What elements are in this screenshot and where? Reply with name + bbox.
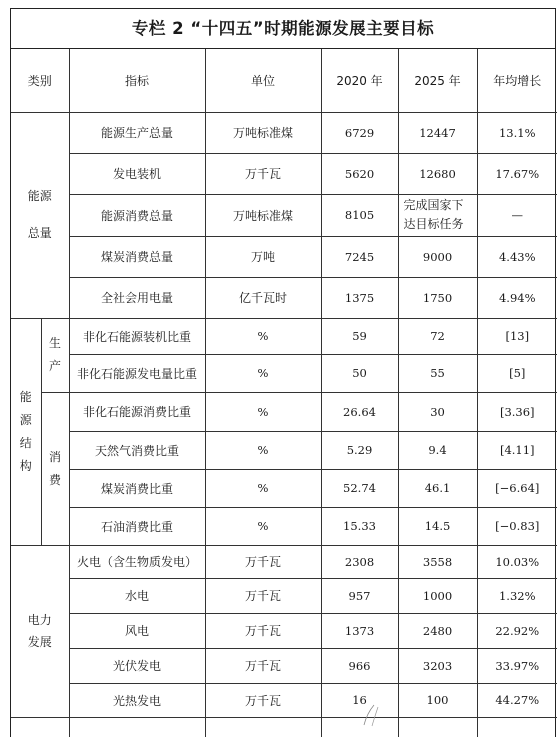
cell-growth: 33.97% bbox=[477, 648, 557, 683]
cell-2020: 50 bbox=[321, 354, 398, 392]
cell-2020: 6729 bbox=[321, 112, 398, 153]
cell-indicator: 非化石能源装机比重 bbox=[69, 318, 205, 354]
group-label-energy-total: 能源 总量 bbox=[11, 112, 69, 318]
cell-unit: % bbox=[205, 507, 321, 545]
table-row-partial bbox=[11, 717, 557, 737]
cell-growth: 44.27% bbox=[477, 683, 557, 717]
targets-table bbox=[11, 49, 557, 737]
cell-indicator: 火电（含生物质发电） bbox=[69, 545, 205, 578]
cell-2025: 2480 bbox=[398, 613, 477, 648]
cell-unit: % bbox=[205, 469, 321, 507]
cell-growth: [−0.83] bbox=[477, 507, 557, 545]
cell-2020: 7245 bbox=[321, 236, 398, 277]
cell-growth: [−6.64] bbox=[477, 469, 557, 507]
cell-indicator: 煤炭消费总量 bbox=[69, 236, 205, 277]
table-row bbox=[11, 545, 557, 578]
cell-2020: 52.74 bbox=[321, 469, 398, 507]
cell-2020: 1375 bbox=[321, 277, 398, 318]
table-row bbox=[11, 392, 557, 431]
cell-indicator: 光热发电 bbox=[69, 683, 205, 717]
cell-2025: 72 bbox=[398, 318, 477, 354]
table-row bbox=[11, 648, 557, 683]
group-label-power-development: 电力 发展 bbox=[11, 545, 69, 717]
cell-2025: 3203 bbox=[398, 648, 477, 683]
table-row bbox=[11, 431, 557, 469]
cell-2020: 966 bbox=[321, 648, 398, 683]
cell-unit: % bbox=[205, 318, 321, 354]
cell-unit: 亿千瓦时 bbox=[205, 277, 321, 318]
table-header-row bbox=[11, 49, 557, 112]
table-row bbox=[11, 112, 557, 153]
cell-unit: % bbox=[205, 354, 321, 392]
table-row bbox=[11, 277, 557, 318]
cell-2025: 14.5 bbox=[398, 507, 477, 545]
cell-unit: % bbox=[205, 431, 321, 469]
group-label-energy-structure: 能 源 结 构 bbox=[11, 318, 41, 545]
cell-growth: [4.11] bbox=[477, 431, 557, 469]
cell-2020: 1373 bbox=[321, 613, 398, 648]
cell-2025: 12447 bbox=[398, 112, 477, 153]
cell-2020: 5620 bbox=[321, 153, 398, 194]
cell-2025: 30 bbox=[398, 392, 477, 431]
table-row bbox=[11, 507, 557, 545]
table-row bbox=[11, 153, 557, 194]
page-title: 专栏 2 “十四五”时期能源发展主要目标 bbox=[11, 9, 555, 49]
header-category: 类别 bbox=[11, 49, 69, 112]
cell-2020: 16 bbox=[321, 683, 398, 717]
table-row bbox=[11, 683, 557, 717]
cell-2025: 9000 bbox=[398, 236, 477, 277]
subgroup-label-production: 生 产 bbox=[41, 318, 69, 392]
cell-indicator: 非化石能源发电量比重 bbox=[69, 354, 205, 392]
cell-indicator: 全社会用电量 bbox=[69, 277, 205, 318]
cell-growth: 1.32% bbox=[477, 578, 557, 613]
cell-indicator: 天然气消费比重 bbox=[69, 431, 205, 469]
cell-2025: 1750 bbox=[398, 277, 477, 318]
header-unit: 单位 bbox=[205, 49, 321, 112]
cell-2020: 2308 bbox=[321, 545, 398, 578]
table-row bbox=[11, 354, 557, 392]
cell-2025: 1000 bbox=[398, 578, 477, 613]
cell-2020: 957 bbox=[321, 578, 398, 613]
cell-unit: 万千瓦 bbox=[205, 153, 321, 194]
cell-unit: % bbox=[205, 392, 321, 431]
cell-indicator: 风电 bbox=[69, 613, 205, 648]
cell-unit: 万千瓦 bbox=[205, 648, 321, 683]
cell-2025: 12680 bbox=[398, 153, 477, 194]
cell-indicator: 光伏发电 bbox=[69, 648, 205, 683]
table-row bbox=[11, 578, 557, 613]
target-table-document bbox=[10, 8, 556, 737]
cell-2025: 46.1 bbox=[398, 469, 477, 507]
subgroup-label-consumption: 消 费 bbox=[41, 392, 69, 545]
cell-2025: 9.4 bbox=[398, 431, 477, 469]
cell-growth: [5] bbox=[477, 354, 557, 392]
cell-indicator: 非化石能源消费比重 bbox=[69, 392, 205, 431]
cell-2020: 15.33 bbox=[321, 507, 398, 545]
cell-unit: 万吨标准煤 bbox=[205, 112, 321, 153]
cell-growth: 22.92% bbox=[477, 613, 557, 648]
cell-unit: 万千瓦 bbox=[205, 683, 321, 717]
cell-growth: 4.43% bbox=[477, 236, 557, 277]
pen-mark-icon bbox=[360, 703, 382, 727]
cell-unit: 万吨 bbox=[205, 236, 321, 277]
cell-indicator: 发电装机 bbox=[69, 153, 205, 194]
cell-unit: 万千瓦 bbox=[205, 578, 321, 613]
cell-growth: — bbox=[477, 194, 557, 236]
cell-2020: 59 bbox=[321, 318, 398, 354]
cell-2020: 8105 bbox=[321, 194, 398, 236]
cell-indicator: 能源生产总量 bbox=[69, 112, 205, 153]
cell-indicator: 水电 bbox=[69, 578, 205, 613]
cell-unit: 万吨标准煤 bbox=[205, 194, 321, 236]
header-indicator: 指标 bbox=[69, 49, 205, 112]
cell-growth: [13] bbox=[477, 318, 557, 354]
cell-2020: 5.29 bbox=[321, 431, 398, 469]
header-growth: 年均增长 bbox=[477, 49, 557, 112]
table-row bbox=[11, 469, 557, 507]
cell-indicator: 石油消费比重 bbox=[69, 507, 205, 545]
cell-indicator: 煤炭消费比重 bbox=[69, 469, 205, 507]
cell-growth: 17.67% bbox=[477, 153, 557, 194]
table-row bbox=[11, 236, 557, 277]
table-row bbox=[11, 613, 557, 648]
cell-2025: 100 bbox=[398, 683, 477, 717]
header-2020: 2020 年 bbox=[321, 49, 398, 112]
cell-2025-note: 完成国家下 达目标任务 bbox=[398, 194, 477, 236]
cell-growth: 4.94% bbox=[477, 277, 557, 318]
cell-2025: 3558 bbox=[398, 545, 477, 578]
cell-2025: 55 bbox=[398, 354, 477, 392]
cell-growth: 13.1% bbox=[477, 112, 557, 153]
table-row bbox=[11, 318, 557, 354]
header-2025: 2025 年 bbox=[398, 49, 477, 112]
cell-unit: 万千瓦 bbox=[205, 545, 321, 578]
cell-2020: 26.64 bbox=[321, 392, 398, 431]
cell-growth: [3.36] bbox=[477, 392, 557, 431]
table-row bbox=[11, 194, 557, 236]
cell-unit: 万千瓦 bbox=[205, 613, 321, 648]
cell-growth: 10.03% bbox=[477, 545, 557, 578]
cell-indicator: 能源消费总量 bbox=[69, 194, 205, 236]
